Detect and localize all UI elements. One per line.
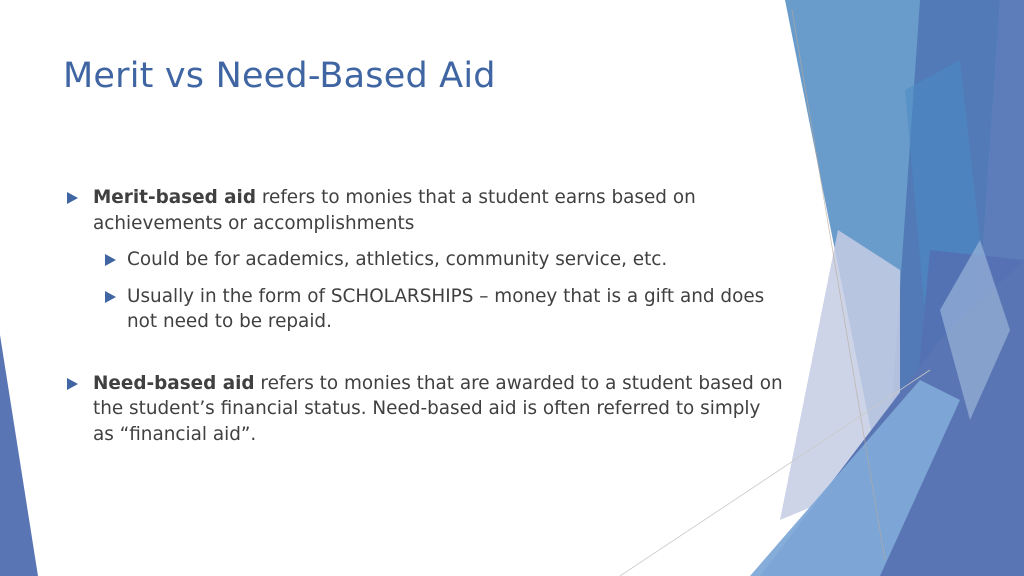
bullet-merit-based-aid <box>65 185 785 236</box>
sub-bullet-text: Could be for academics, athletics, community service, etc. <box>127 249 668 270</box>
bullet-text: refers to monies that a student earns based on achievements or accomplishments <box>93 187 696 234</box>
sub-bullet-examples <box>65 247 785 273</box>
bullet-text: refers to monies that are awarded to a student based on the student’s financial status. Need-based aid is often referred to simply as “financial aid”. <box>93 372 783 445</box>
bullet-arrow-icon <box>105 291 116 303</box>
bullet-list <box>65 185 785 447</box>
term-need-based-aid: Need-based aid <box>93 372 255 394</box>
bullet-arrow-icon <box>67 378 78 390</box>
sub-bullet-scholarships <box>65 284 785 335</box>
term-merit-based-aid: Merit-based aid <box>93 187 257 208</box>
bullet-need-based-aid <box>65 371 785 448</box>
sub-bullet-text: Usually in the form of SCHOLARSHIPS – money that is a gift and does not need to be repaid. <box>127 285 765 332</box>
slide-title: Merit vs Need-Based Aid <box>63 56 496 96</box>
bullet-arrow-icon <box>67 192 78 204</box>
bullet-arrow-icon <box>105 254 116 266</box>
